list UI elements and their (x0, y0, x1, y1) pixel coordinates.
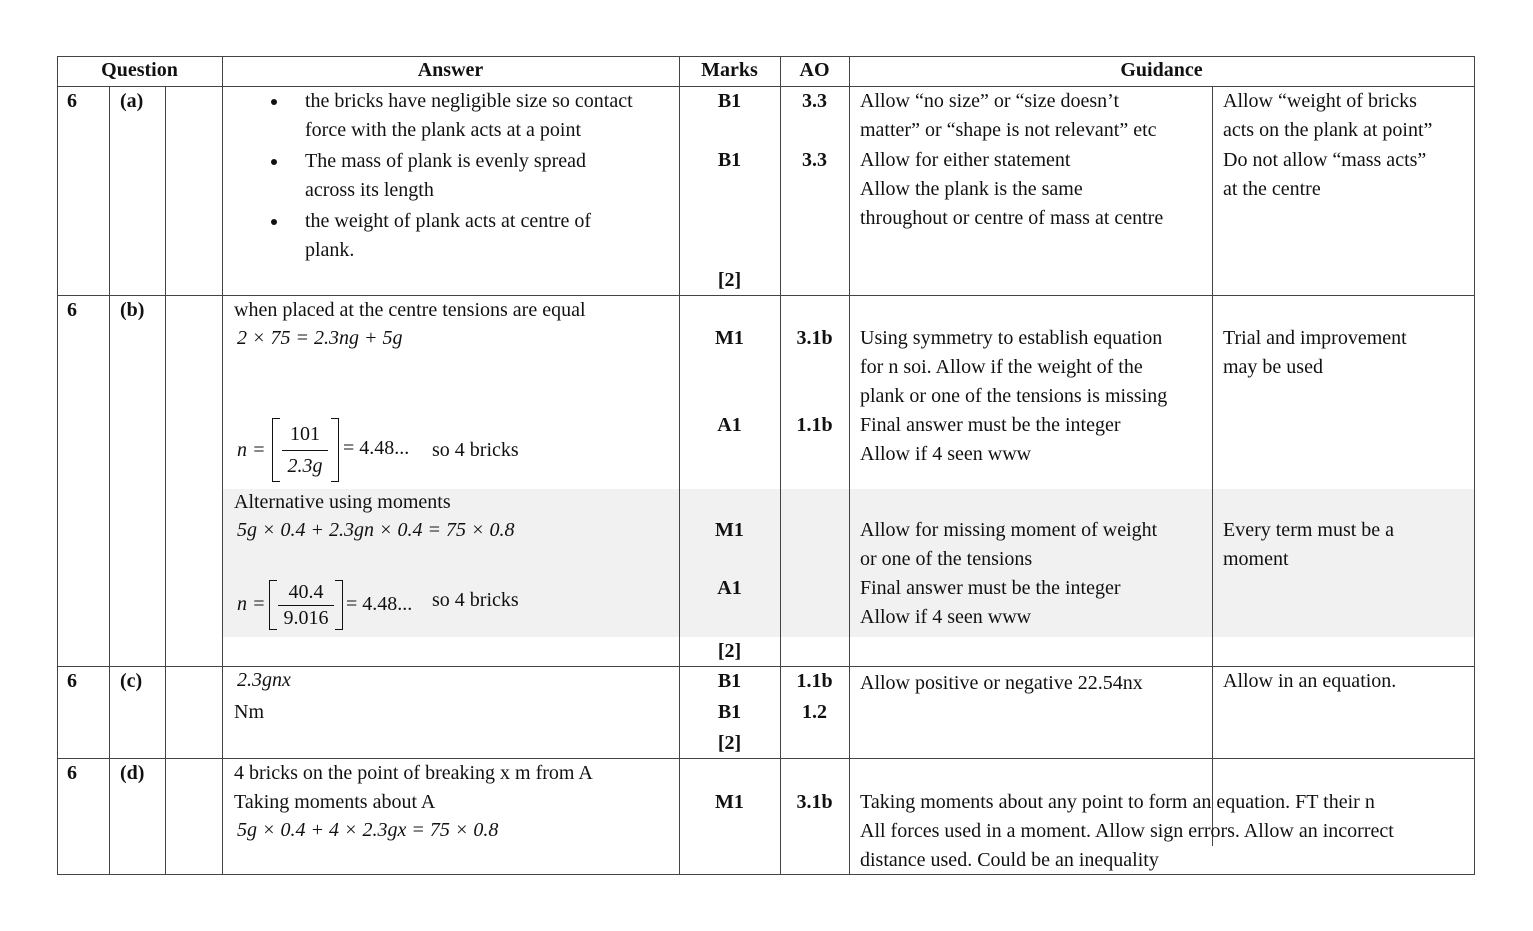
equation-lhs: n = (237, 439, 266, 461)
question-number: 6 (67, 762, 77, 784)
equation: 2 × 75 = 2.3ng + 5g (237, 327, 403, 349)
mark: B1 (717, 90, 742, 112)
guidance-note: may be used (1223, 356, 1323, 378)
guidance-line: throughout or centre of mass at centre (860, 207, 1164, 229)
result: = 4.48... (346, 593, 413, 615)
conclusion: so 4 bricks (432, 589, 519, 611)
fraction-denominator: 9.016 (283, 607, 329, 629)
question-number: 6 (67, 299, 77, 321)
question-part: (a) (120, 90, 144, 112)
guidance-note: at the centre (1223, 178, 1321, 200)
guidance-line: Allow for missing moment of weight (860, 519, 1158, 541)
guidance-note: Allow “weight of bricks (1223, 90, 1417, 112)
header-question: Question (101, 59, 178, 81)
guidance-note: Every term must be a (1223, 519, 1395, 541)
guidance-line: Final answer must be the integer (860, 577, 1121, 599)
guidance-note: Trial and improvement (1223, 327, 1407, 349)
fraction-bar (282, 450, 328, 451)
header-ao: AO (799, 59, 830, 81)
answer-line: the bricks have negligible size so contact (305, 90, 633, 112)
equation: 5g × 0.4 + 2.3gn × 0.4 = 75 × 0.8 (237, 519, 515, 541)
fraction-numerator: 101 (290, 423, 320, 445)
guidance-line: Allow positive or negative 22.54nx (860, 672, 1143, 694)
mark: B1 (717, 701, 742, 723)
mark: B1 (717, 670, 742, 692)
conclusion: so 4 bricks (432, 439, 519, 461)
alternative-title: Alternative using moments (234, 491, 451, 513)
mark: M1 (715, 327, 744, 349)
equation: 5g × 0.4 + 4 × 2.3gx = 75 × 0.8 (237, 819, 499, 841)
ao-code: 3.1b (796, 791, 833, 813)
answer-line: plank. (305, 239, 355, 261)
ao-code: 3.3 (802, 90, 827, 112)
fraction-denominator: 2.3g (287, 455, 323, 477)
guidance-line: Allow the plank is the same (860, 178, 1083, 200)
bracket-left (272, 418, 280, 482)
guidance-note: Allow in an equation. (1223, 670, 1397, 692)
answer-line: The mass of plank is evenly spread (305, 150, 587, 172)
question-number: 6 (67, 670, 77, 692)
fraction-numerator: 40.4 (288, 581, 324, 603)
question-part: (d) (120, 762, 145, 784)
guidance-line: Allow for either statement (860, 149, 1071, 171)
bracket-right (331, 418, 339, 482)
question-part: (b) (120, 299, 145, 321)
question-part: (c) (120, 670, 143, 692)
bracket-right (335, 580, 343, 630)
answer-line: Taking moments about A (234, 791, 436, 813)
answer-units: Nm (234, 701, 264, 723)
guidance-line: Allow “no size” or “size doesn’t (860, 90, 1119, 112)
guidance-line: Taking moments about any point to form an equation. FT their n (860, 791, 1375, 813)
answer-line: force with the plank acts at a point (305, 119, 582, 141)
mark: A1 (717, 577, 742, 599)
answer-line: across its length (305, 179, 434, 201)
header-marks: Marks (701, 59, 758, 81)
ao-code: 3.3 (802, 149, 827, 171)
answer-line: 4 bricks on the point of breaking x m from A (234, 762, 593, 784)
ao-code: 1.2 (802, 701, 827, 723)
guidance-line: All forces used in a moment. Allow sign errors. Allow an incorrect (860, 820, 1394, 842)
mark: M1 (715, 791, 744, 813)
answer-expression: 2.3gnx (237, 669, 291, 691)
guidance-note: acts on the plank at point” (1223, 119, 1433, 141)
guidance-line: for n soi. Allow if the weight of the (860, 356, 1143, 378)
mark-total: [2] (717, 640, 742, 662)
bullet-dot (271, 99, 277, 105)
guidance-line: or one of the tensions (860, 548, 1033, 570)
guidance-line: Allow if 4 seen www (860, 606, 1032, 628)
bullet-dot (271, 219, 277, 225)
ao-code: 1.1b (796, 414, 833, 436)
answer-line: when placed at the centre tensions are equal (234, 299, 586, 321)
ao-code: 1.1b (796, 670, 833, 692)
mark: M1 (715, 519, 744, 541)
mark: A1 (717, 414, 742, 436)
guidance-line: Allow if 4 seen www (860, 443, 1032, 465)
guidance-line: Final answer must be the integer (860, 414, 1121, 436)
answer-line: the weight of plank acts at centre of (305, 210, 591, 232)
guidance-line: Using symmetry to establish equation (860, 327, 1163, 349)
result: = 4.48... (343, 437, 410, 459)
mark-total: [2] (717, 732, 742, 754)
mark: B1 (717, 149, 742, 171)
equation-lhs: n = (237, 593, 266, 615)
guidance-note: Do not allow “mass acts” (1223, 149, 1427, 171)
header-answer: Answer (417, 59, 484, 81)
question-number: 6 (67, 90, 77, 112)
header-guidance: Guidance (1120, 59, 1203, 81)
ao-code: 3.1b (796, 327, 833, 349)
bullet-dot (271, 159, 277, 165)
guidance-line: plank or one of the tensions is missing (860, 385, 1168, 407)
mark-total: [2] (717, 269, 742, 291)
guidance-line: matter” or “shape is not relevant” etc (860, 119, 1157, 141)
guidance-note: moment (1223, 548, 1289, 570)
guidance-line: distance used. Could be an inequality (860, 849, 1159, 871)
